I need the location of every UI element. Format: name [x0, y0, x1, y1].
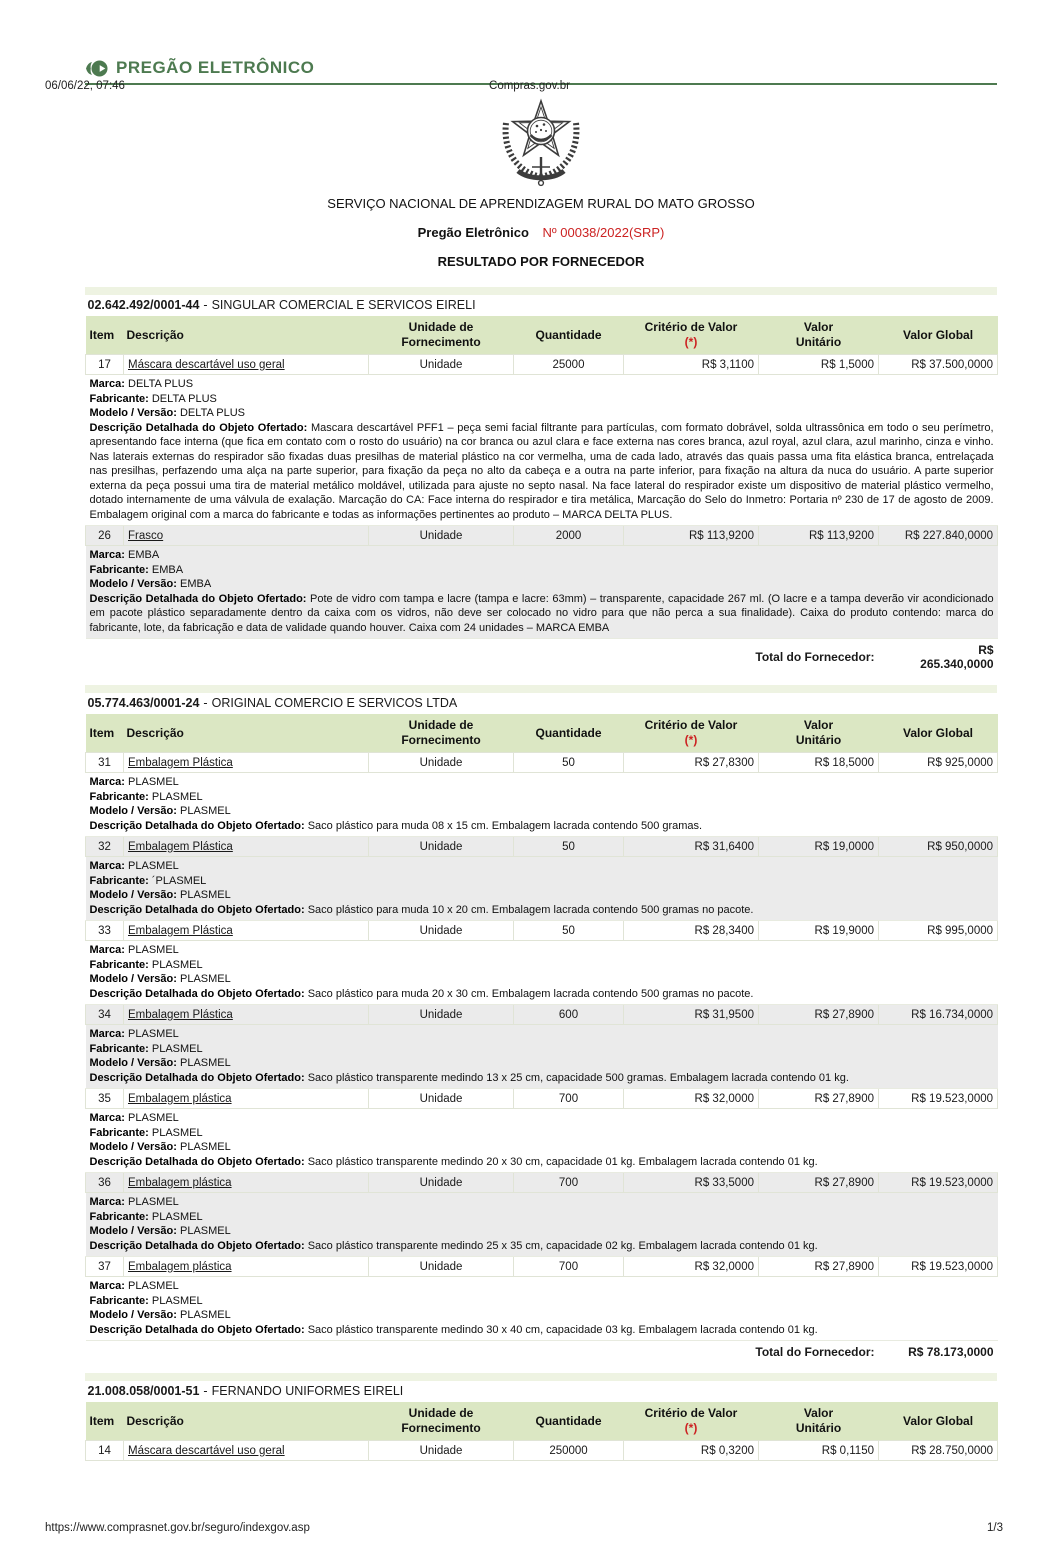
item-criterio-valor: R$ 31,9500	[624, 1005, 759, 1025]
column-header-criterio: Critério de Valor (*)	[624, 316, 759, 355]
item-valor-global: R$ 28.750,0000	[879, 1441, 998, 1461]
item-description-link[interactable]: Embalagem plástica	[128, 1092, 232, 1105]
item-description-link[interactable]: Máscara descartável uso geral	[128, 358, 285, 371]
column-header-valor-unitario: Valor Unitário	[759, 714, 879, 753]
item-modelo-versao: Modelo / Versão: PLASMEL	[89, 1141, 231, 1153]
item-valor-unitario: R$ 27,8900	[759, 1257, 879, 1277]
column-header-descricao: Descrição	[124, 1402, 369, 1441]
column-header-unidade: Unidade de Fornecimento	[369, 316, 514, 355]
item-unidade: Unidade	[369, 1257, 514, 1277]
item-number: 35	[86, 1089, 124, 1109]
item-fabricante: Fabricante: PLASMEL	[89, 1294, 203, 1307]
item-marca: Marca: DELTA PLUS	[89, 378, 194, 390]
supplier-section	[85, 1373, 997, 1461]
column-header-valor-unitario: Valor Unitário	[759, 316, 879, 355]
item-row	[86, 837, 998, 857]
item-quantidade: 25000	[514, 355, 624, 375]
item-modelo-versao: Modelo / Versão: PLASMEL	[89, 1225, 231, 1237]
column-header-item: Item	[86, 714, 124, 753]
item-description-link[interactable]: Máscara descartável uso geral	[128, 1444, 285, 1457]
item-detail-row	[86, 941, 998, 1005]
criterio-asterisk: (*)	[684, 733, 698, 747]
criterio-asterisk: (*)	[684, 1421, 698, 1435]
item-row	[86, 1257, 998, 1277]
item-valor-unitario: R$ 1,5000	[759, 355, 879, 375]
item-descricao-detalhada: Descrição Detalhada do Objeto Ofertado: Saco plástico para muda 10 x 20 cm. Embalagem lacrada contendo 500 gramas no pacote.	[89, 903, 754, 916]
item-number: 17	[86, 355, 124, 375]
item-number: 14	[86, 1441, 124, 1461]
item-number: 36	[86, 1173, 124, 1193]
column-header-valor-global: Valor Global	[879, 316, 998, 355]
column-header-descricao: Descrição	[124, 714, 369, 753]
item-quantidade: 50	[514, 921, 624, 941]
supplier-total-row	[86, 1341, 998, 1364]
item-detail-row	[86, 1277, 998, 1341]
supplier-name: FERNANDO UNIFORMES EIRELI	[211, 1384, 404, 1398]
item-quantidade: 700	[514, 1089, 624, 1109]
document-type: Pregão Eletrônico	[417, 225, 529, 240]
item-fabricante: Fabricante: PLASMEL	[89, 1126, 203, 1139]
item-marca: Marca: EMBA	[89, 549, 160, 561]
coat-of-arms-brazil-icon	[85, 95, 997, 192]
column-header-item: Item	[86, 1402, 124, 1441]
item-criterio-valor: R$ 33,5000	[624, 1173, 759, 1193]
item-row	[86, 1173, 998, 1193]
item-fabricante: Fabricante: PLASMEL	[89, 958, 203, 971]
item-modelo-versao: Modelo / Versão: PLASMEL	[89, 1309, 231, 1321]
item-quantidade: 50	[514, 753, 624, 773]
item-fabricante: Fabricante: PLASMEL	[89, 1042, 203, 1055]
item-valor-unitario: R$ 27,8900	[759, 1005, 879, 1025]
item-unidade: Unidade	[369, 1089, 514, 1109]
item-description-link[interactable]: Embalagem Plástica	[128, 924, 233, 937]
item-criterio-valor: R$ 32,0000	[624, 1257, 759, 1277]
print-header	[45, 80, 1014, 92]
suppliers	[85, 287, 997, 1461]
supplier-header	[86, 1381, 998, 1402]
print-site-title: Compras.gov.br	[489, 80, 570, 92]
column-header-row	[86, 714, 998, 753]
item-descricao-detalhada: Descrição Detalhada do Objeto Ofertado: Saco plástico para muda 08 x 15 cm. Embalagem lacrada contendo 500 gramas.	[89, 819, 703, 832]
item-fabricante: Fabricante: ´PLASMEL	[89, 874, 207, 887]
supplier-section	[85, 287, 997, 675]
organization-name: SERVIÇO NACIONAL DE APRENDIZAGEM RURAL DO MATO GROSSO	[327, 196, 755, 211]
item-valor-global: R$ 16.734,0000	[879, 1005, 998, 1025]
column-header-valor-global: Valor Global	[879, 714, 998, 753]
item-quantidade: 50	[514, 837, 624, 857]
column-header-row	[86, 316, 998, 355]
item-criterio-valor: R$ 32,0000	[624, 1089, 759, 1109]
item-row	[86, 753, 998, 773]
item-descricao-detalhada: Descrição Detalhada do Objeto Ofertado: Saco plástico transparente medindo 25 x 35 cm, capacidade 02 kg. Embalagem lacrada contendo 01 kg.	[89, 1239, 818, 1252]
item-descricao-detalhada: Descrição Detalhada do Objeto Ofertado: Saco plástico transparente medindo 20 x 30 cm, capacidade 01 kg. Embalagem lacrada contendo 01 kg.	[89, 1155, 818, 1168]
item-row	[86, 1441, 998, 1461]
item-row	[86, 921, 998, 941]
item-descricao-detalhada: Descrição Detalhada do Objeto Ofertado: Mascara descartável PFF1 – peça semi facial filtrante para partículas, com formato dobrável, solda ultrassônica em todo o seu perímetro, apresentando face interna (que fica em contato com o rosto do usuário) na cor branca ou azul clara e face externa nas cores branca, azul royal, azul clara, azul marinho, cinza e vinho. Nas laterais externas do respirador são fixadas duas presilhas de material plástico na cor vermelha, uma de cada lado, através das quais passa uma fita elástica branca, entrelaçada nas presilhas, perfazendo uma alça na parte superior, para fixação da peça no alto da cabeça e a outra na parte inferior, para fixação na altura da nuca do usuário. A parte superior externa da peça possui uma tira de material metálico moldável, utilizada para ajuste no septo nasal. Na face lateral do respirador existe um dispositivo de material plástico vermelho, dotado internamente de uma válvula de exalação. Marcação do CA: Face interna do respirador e tira metálica, Marcação do Selo do Inmetro: Portaria nº 230 de 17 de agosto de 2009. Embalagem original com a marca do fabricante e todas as informações pertinentes ao produto – MARCA DELTA PLUS.	[89, 421, 994, 521]
cnpj-separator: -	[203, 1384, 208, 1398]
item-valor-unitario: R$ 113,9200	[759, 526, 879, 546]
item-criterio-valor: R$ 28,3400	[624, 921, 759, 941]
column-header-unidade: Unidade de Fornecimento	[369, 714, 514, 753]
column-header-quantidade: Quantidade	[514, 714, 624, 753]
item-criterio-valor: R$ 3,1100	[624, 355, 759, 375]
item-marca: Marca: PLASMEL	[89, 1280, 179, 1292]
item-quantidade: 700	[514, 1173, 624, 1193]
item-unidade: Unidade	[369, 1173, 514, 1193]
item-detail-row	[86, 375, 998, 526]
item-descricao-detalhada: Descrição Detalhada do Objeto Ofertado: Pote de vidro com tampa e lacre (tampa e lacre: 63mm) – transparente, capacidade 267 ml. (O lacre e a tampa deverão vir acondicionado em pacote plástico separadamente dentro da caixa com os vidros, não deve ser colocado no vidro para que não perca a sua finalidade). Caixa do produto contendo: marca do fabricante, lote, da fabricação e data de validade quando houver. Caixa com 24 unidades – MARCA EMBA	[89, 592, 994, 634]
item-marca: Marca: PLASMEL	[89, 944, 179, 956]
print-datetime: 06/06/22, 07:46	[45, 80, 125, 92]
column-header-quantidade: Quantidade	[514, 316, 624, 355]
item-criterio-valor: R$ 31,6400	[624, 837, 759, 857]
item-valor-global: R$ 37.500,0000	[879, 355, 998, 375]
item-valor-unitario: R$ 18,5000	[759, 753, 879, 773]
supplier-name: ORIGINAL COMERCIO E SERVICOS LTDA	[211, 696, 458, 710]
supplier-total-row	[86, 639, 998, 676]
item-detail-row	[86, 1193, 998, 1257]
print-footer	[45, 1522, 1003, 1534]
supplier-header	[86, 693, 998, 714]
item-modelo-versao: Modelo / Versão: DELTA PLUS	[89, 407, 245, 419]
item-quantidade: 700	[514, 1257, 624, 1277]
item-number: 34	[86, 1005, 124, 1025]
item-quantidade: 600	[514, 1005, 624, 1025]
total-value: R$ 78.173,0000	[879, 1341, 998, 1364]
supplier-cnpj: 05.774.463/0001-24	[87, 696, 200, 710]
item-fabricante: Fabricante: PLASMEL	[89, 1210, 203, 1223]
column-header-descricao: Descrição	[124, 316, 369, 355]
item-unidade: Unidade	[369, 753, 514, 773]
criterio-asterisk: (*)	[684, 335, 698, 349]
column-header-valor-unitario: Valor Unitário	[759, 1402, 879, 1441]
arrow-bullet-icon	[85, 60, 108, 77]
item-marca: Marca: PLASMEL	[89, 1196, 179, 1208]
item-detail-row	[86, 1025, 998, 1089]
document-header	[85, 95, 997, 269]
item-criterio-valor: R$ 27,8300	[624, 753, 759, 773]
print-page-number: 1/3	[987, 1522, 1003, 1534]
item-description-link[interactable]: Embalagem Plástica	[128, 1008, 233, 1021]
item-descricao-detalhada: Descrição Detalhada do Objeto Ofertado: Saco plástico para muda 20 x 30 cm. Embalagem lacrada contendo 500 gramas no pacote.	[89, 987, 754, 1000]
item-valor-unitario: R$ 27,8900	[759, 1173, 879, 1193]
item-fabricante: Fabricante: EMBA	[89, 563, 184, 576]
item-description-link[interactable]: Frasco	[128, 529, 164, 542]
item-fabricante: Fabricante: PLASMEL	[89, 790, 203, 803]
item-criterio-valor: R$ 0,3200	[624, 1441, 759, 1461]
item-unidade: Unidade	[369, 355, 514, 375]
item-valor-global: R$ 19.523,0000	[879, 1089, 998, 1109]
item-marca: Marca: PLASMEL	[89, 1028, 179, 1040]
column-header-unidade: Unidade de Fornecimento	[369, 1402, 514, 1441]
supplier-cnpj: 21.008.058/0001-51	[87, 1384, 200, 1398]
item-valor-global: R$ 227.840,0000	[879, 526, 998, 546]
column-header-quantidade: Quantidade	[514, 1402, 624, 1441]
item-modelo-versao: Modelo / Versão: PLASMEL	[89, 973, 231, 985]
item-detail-row	[86, 1109, 998, 1173]
item-detail-row	[86, 773, 998, 837]
report-subtitle: RESULTADO POR FORNECEDOR	[437, 254, 645, 269]
item-row	[86, 1005, 998, 1025]
column-header-item: Item	[86, 316, 124, 355]
item-fabricante: Fabricante: DELTA PLUS	[89, 392, 217, 405]
item-descricao-detalhada: Descrição Detalhada do Objeto Ofertado: Saco plástico transparente medindo 13 x 25 cm, capacidade 500 gramas. Embalagem lacrada contendo 01 kg.	[89, 1071, 849, 1084]
item-modelo-versao: Modelo / Versão: EMBA	[89, 578, 212, 590]
item-modelo-versao: Modelo / Versão: PLASMEL	[89, 805, 231, 817]
supplier-cnpj: 02.642.492/0001-44	[87, 298, 200, 312]
document-title	[85, 225, 997, 240]
item-descricao-detalhada: Descrição Detalhada do Objeto Ofertado: Saco plástico transparente medindo 30 x 40 cm, capacidade 03 kg. Embalagem lacrada contendo 01 kg.	[89, 1323, 818, 1336]
item-marca: Marca: PLASMEL	[89, 1112, 179, 1124]
item-valor-unitario: R$ 0,1150	[759, 1441, 879, 1461]
item-modelo-versao: Modelo / Versão: PLASMEL	[89, 889, 231, 901]
item-quantidade: 2000	[514, 526, 624, 546]
item-number: 26	[86, 526, 124, 546]
item-unidade: Unidade	[369, 1005, 514, 1025]
item-valor-global: R$ 950,0000	[879, 837, 998, 857]
item-valor-global: R$ 925,0000	[879, 753, 998, 773]
item-unidade: Unidade	[369, 921, 514, 941]
document-number: Nº 00038/2022(SRP)	[542, 225, 665, 240]
column-header-criterio: Critério de Valor (*)	[624, 714, 759, 753]
total-label: Total do Fornecedor:	[86, 639, 879, 676]
item-marca: Marca: PLASMEL	[89, 776, 179, 788]
item-criterio-valor: R$ 113,9200	[624, 526, 759, 546]
item-unidade: Unidade	[369, 837, 514, 857]
item-number: 37	[86, 1257, 124, 1277]
item-description-link[interactable]: Embalagem Plástica	[128, 840, 233, 853]
item-marca: Marca: PLASMEL	[89, 860, 179, 872]
item-unidade: Unidade	[369, 526, 514, 546]
supplier-name: SINGULAR COMERCIAL E SERVICOS EIRELI	[211, 298, 476, 312]
item-description-link[interactable]: Embalagem plástica	[128, 1260, 232, 1273]
page-title: PREGÃO ELETRÔNICO	[116, 58, 315, 77]
supplier-section	[85, 685, 997, 1363]
item-number: 33	[86, 921, 124, 941]
item-row	[86, 1089, 998, 1109]
result-table	[85, 295, 998, 675]
item-row	[86, 526, 998, 546]
item-valor-unitario: R$ 19,0000	[759, 837, 879, 857]
print-url: https://www.comprasnet.gov.br/seguro/indexgov.asp	[45, 1522, 310, 1534]
item-valor-unitario: R$ 19,9000	[759, 921, 879, 941]
result-table	[85, 1381, 998, 1461]
item-valor-unitario: R$ 27,8900	[759, 1089, 879, 1109]
cnpj-separator: -	[203, 696, 208, 710]
result-table	[85, 693, 998, 1363]
item-number: 32	[86, 837, 124, 857]
total-value: R$ 265.340,0000	[879, 639, 998, 676]
item-valor-global: R$ 19.523,0000	[879, 1173, 998, 1193]
item-detail-row	[86, 546, 998, 639]
column-header-row	[86, 1402, 998, 1441]
total-label: Total do Fornecedor:	[86, 1341, 879, 1364]
column-header-valor-global: Valor Global	[879, 1402, 998, 1441]
item-description-link[interactable]: Embalagem plástica	[128, 1176, 232, 1189]
column-header-criterio: Critério de Valor (*)	[624, 1402, 759, 1441]
item-valor-global: R$ 19.523,0000	[879, 1257, 998, 1277]
item-detail-row	[86, 857, 998, 921]
cnpj-separator: -	[203, 298, 208, 312]
item-quantidade: 250000	[514, 1441, 624, 1461]
supplier-header	[86, 295, 998, 316]
item-description-link[interactable]: Embalagem Plástica	[128, 756, 233, 769]
item-modelo-versao: Modelo / Versão: PLASMEL	[89, 1057, 231, 1069]
item-valor-global: R$ 995,0000	[879, 921, 998, 941]
item-row	[86, 355, 998, 375]
item-unidade: Unidade	[369, 1441, 514, 1461]
item-number: 31	[86, 753, 124, 773]
